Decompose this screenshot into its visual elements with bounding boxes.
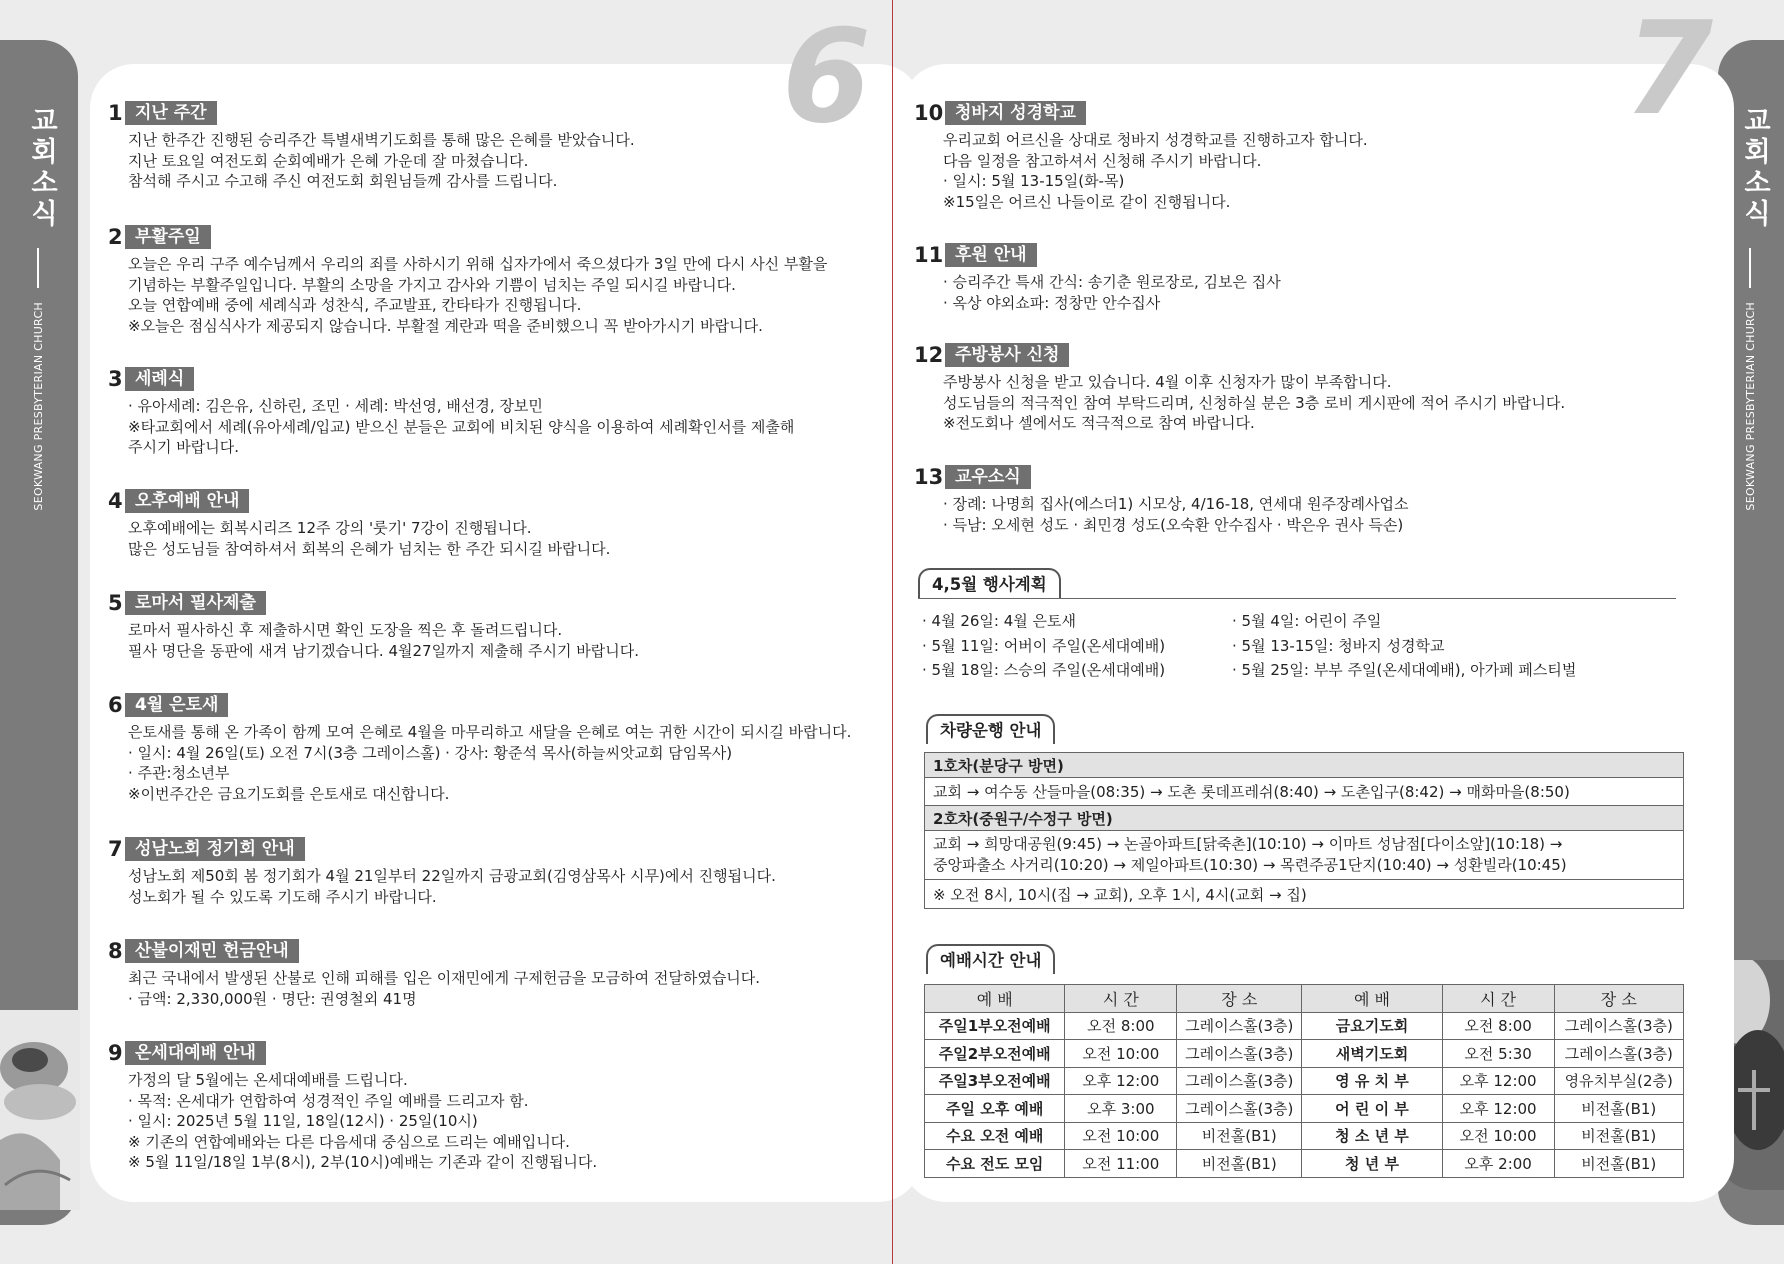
notice-body xyxy=(128,518,610,559)
worship-row xyxy=(925,1122,1684,1150)
worship-place: 그레이스홀(3층) xyxy=(1177,1095,1302,1123)
worship-service-name: 수요 오전 예배 xyxy=(925,1122,1065,1150)
notice-line: ※오늘은 점심식사가 제공되지 않습니다. 부활절 계란과 떡을 준비했으니 꼭 받아가시기 바랍니다. xyxy=(128,316,763,335)
notice-number: 11 xyxy=(914,243,944,267)
notice-title: 세례식 xyxy=(125,367,194,391)
side-tab-title: 교회소식 xyxy=(1739,106,1770,230)
notice-number: 12 xyxy=(914,343,944,367)
notice-header xyxy=(108,366,794,392)
event-item: · 5월 4일: 어린이 주일 xyxy=(1232,612,1382,630)
notice-line: · 유아세례: 김은유, 신하린, 조민 · 세례: 박선영, 배선경, 장보민 xyxy=(128,397,543,415)
worship-time: 오전 8:00 xyxy=(1442,1012,1554,1040)
notice-body xyxy=(943,130,1368,212)
events-schedule xyxy=(922,609,1576,683)
page-number-right: 7 xyxy=(1624,0,1714,144)
notice-number: 4 xyxy=(108,489,123,513)
bus-note: ※ 오전 8시, 10시(집 → 교회), 오후 1시, 4시(교회 → 집) xyxy=(925,880,1684,909)
notice-line: · 옥상 야외쇼파: 정창만 안수집사 xyxy=(943,293,1161,312)
notice-section xyxy=(914,342,1565,434)
notice-title: 부활주일 xyxy=(125,225,211,249)
notice-header xyxy=(108,1040,597,1066)
worship-col-header: 예 배 xyxy=(1302,985,1442,1013)
notice-body xyxy=(128,968,760,1009)
worship-time: 오전 10:00 xyxy=(1065,1122,1177,1150)
bus2-header: 2호차(중원구/수정구 방면) xyxy=(925,806,1684,831)
notice-number: 7 xyxy=(108,837,123,861)
event-item: · 4월 26일: 4월 은토새 xyxy=(922,612,1077,630)
notice-body xyxy=(128,396,794,458)
notice-title: 후원 안내 xyxy=(945,243,1037,267)
notice-line: · 일시: 4월 26일(토) 오전 7시(3층 그레이스홀) · 강사: 황준석 목사(하늘씨앗교회 담임목사) xyxy=(128,743,733,762)
notice-body xyxy=(128,130,635,192)
notice-title: 청바지 성경학교 xyxy=(945,101,1086,125)
notice-line: 성도님들의 적극적인 참여 부탁드리며, 신청하실 분은 3층 로비 게시판에 적어 주시기 바랍니다. xyxy=(943,393,1566,412)
notice-line: 지난 토요일 여전도회 순회예배가 은혜 가운데 잘 마쳤습니다. xyxy=(128,151,529,170)
worship-place: 영유치부실(2층) xyxy=(1554,1067,1683,1095)
notice-title: 교우소식 xyxy=(945,465,1031,489)
side-tab-title: 교회소식 xyxy=(26,106,57,230)
notice-body xyxy=(128,1070,597,1173)
notice-line: 주방봉사 신청을 받고 있습니다. 4월 이후 신청자가 많이 부족합니다. xyxy=(943,373,1392,391)
worship-place: 비전홀(B1) xyxy=(1177,1150,1302,1178)
notice-line: · 목적: 온세대가 연합하여 성경적인 주일 예배를 드리고자 함. xyxy=(128,1091,529,1110)
events-rule xyxy=(918,598,1676,599)
notice-number: 13 xyxy=(914,465,944,489)
worship-place: 그레이스홀(3층) xyxy=(1554,1012,1683,1040)
notice-line: 오후예배에는 회복시리즈 12주 강의 '룻기' 7강이 진행됩니다. xyxy=(128,519,532,537)
notice-header xyxy=(914,342,1565,368)
side-tab-divider xyxy=(37,248,39,288)
worship-place: 비전홀(B1) xyxy=(1554,1122,1683,1150)
notice-line: ※ 기존의 연합예배와는 다른 다음세대 중심으로 드리는 예배입니다. xyxy=(128,1132,570,1151)
notice-line: 참석해 주시고 수고해 주신 여전도회 회원님들께 감사를 드립니다. xyxy=(128,172,558,190)
notice-section xyxy=(108,366,794,458)
notice-title: 산불이재민 헌금안내 xyxy=(125,939,299,963)
notice-line: ※이번주간은 금요기도회를 은토새로 대신합니다. xyxy=(128,784,450,803)
notice-section xyxy=(914,464,1408,535)
notice-section xyxy=(108,836,776,907)
notice-header xyxy=(108,224,827,250)
worship-row xyxy=(925,1067,1684,1095)
worship-row xyxy=(925,1012,1684,1040)
notice-line: 은토새를 통해 온 가족이 함께 모여 은혜로 4월을 마무리하고 새달을 은혜로 여는 귀한 시간이 되시길 바랍니다. xyxy=(128,723,852,741)
notice-section xyxy=(108,938,760,1009)
notice-title: 로마서 필사제출 xyxy=(125,591,266,615)
notice-title: 지난 주간 xyxy=(125,101,217,125)
events-heading: 4,5월 행사계획 xyxy=(918,568,1061,598)
worship-service-name: 새벽기도회 xyxy=(1302,1040,1442,1068)
notice-title: 오후예배 안내 xyxy=(125,489,249,513)
notice-number: 8 xyxy=(108,939,123,963)
notice-section xyxy=(108,590,639,661)
bus1-header: 1호차(분당구 방면) xyxy=(925,753,1684,778)
notice-body xyxy=(943,272,1281,313)
notice-title: 4월 은토새 xyxy=(125,693,228,717)
worship-service-name: 금요기도회 xyxy=(1302,1012,1442,1040)
notice-body xyxy=(128,620,639,661)
worship-time: 오후 12:00 xyxy=(1442,1095,1554,1123)
notice-line: · 일시: 2025년 5월 11일, 18일(12시) · 25일(10시) xyxy=(128,1112,478,1130)
worship-col-header: 장 소 xyxy=(1554,985,1683,1013)
worship-service-name: 주일3부오전예배 xyxy=(925,1067,1065,1095)
worship-col-header: 예 배 xyxy=(925,985,1065,1013)
notice-line: 많은 성도님들 참여하셔서 회복의 은혜가 넘치는 한 주간 되시길 바랍니다. xyxy=(128,539,611,558)
bus2-route-line: 교회 → 희망대공원(9:45) → 논골아파트[닭죽촌](10:10) → 이마트 성남점[다이소앞](10:18) → xyxy=(933,835,1563,853)
worship-time: 오후 3:00 xyxy=(1065,1095,1177,1123)
notice-line: 로마서 필사하신 후 제출하시면 확인 도장을 찍은 후 돌려드립니다. xyxy=(128,621,563,639)
worship-time: 오전 11:00 xyxy=(1065,1150,1177,1178)
worship-row xyxy=(925,1040,1684,1068)
notice-title: 성남노회 정기회 안내 xyxy=(125,837,305,861)
notice-section xyxy=(914,242,1281,313)
notice-section xyxy=(914,100,1368,212)
notice-header xyxy=(914,464,1408,490)
notice-line: · 승리주간 특새 간식: 송기춘 원로장로, 김보은 집사 xyxy=(943,273,1281,291)
notice-number: 9 xyxy=(108,1041,123,1065)
notice-number: 2 xyxy=(108,225,123,249)
bus-heading: 차량운행 안내 xyxy=(926,714,1055,744)
notice-header xyxy=(914,100,1368,126)
hands-photo xyxy=(0,1010,80,1210)
worship-time: 오전 10:00 xyxy=(1442,1122,1554,1150)
bus1-route: 교회 → 여수동 산들마을(08:35) → 도촌 롯데프레쉬(8:40) → 도촌입구(8:42) → 매화마을(8:50) xyxy=(925,778,1684,806)
notice-line: · 주관:청소년부 xyxy=(128,764,230,782)
notice-line: · 장례: 나명희 집사(에스더1) 시모상, 4/16-18, 연세대 원주장례사업소 xyxy=(943,495,1409,513)
bus2-route-line: 중앙파출소 사거리(10:20) → 제일아파트(10:30) → 목련주공1단지(10:40) → 성환빌라(10:45) xyxy=(933,856,1567,874)
notice-line: 최근 국내에서 발생된 산불로 인해 피해를 입은 이재민에게 구제헌금을 모금하여 전달하였습니다. xyxy=(128,969,761,987)
notice-body xyxy=(943,372,1565,434)
worship-time: 오전 10:00 xyxy=(1065,1040,1177,1068)
notice-number: 10 xyxy=(914,101,944,125)
worship-service-name: 주일 오후 예배 xyxy=(925,1095,1065,1123)
worship-time: 오후 12:00 xyxy=(1442,1067,1554,1095)
notice-line: · 일시: 5월 13-15일(화-목) xyxy=(943,172,1125,190)
worship-service-name: 어 린 이 부 xyxy=(1302,1095,1442,1123)
bus-table xyxy=(924,752,1684,909)
notice-section xyxy=(108,1040,597,1173)
worship-service-name: 영 유 치 부 xyxy=(1302,1067,1442,1095)
notice-header xyxy=(914,242,1281,268)
worship-service-name: 주일1부오전예배 xyxy=(925,1012,1065,1040)
worship-table xyxy=(924,984,1684,1178)
notice-line: ※타교회에서 세례(유아세례/입교) 받으신 분들은 교회에 비치된 양식을 이용하여 세례확인서를 제출해 xyxy=(128,417,795,436)
worship-row xyxy=(925,1095,1684,1123)
notice-line: 가정의 달 5월에는 온세대예배를 드립니다. xyxy=(128,1071,408,1089)
notice-line: ※전도회나 셀에서도 적극적으로 참여 바랍니다. xyxy=(943,414,1255,432)
worship-time: 오전 5:30 xyxy=(1442,1040,1554,1068)
worship-time: 오후 12:00 xyxy=(1065,1067,1177,1095)
notice-line: · 득남: 오세현 성도 · 최민경 성도(오숙환 안수집사 · 박은우 권사 득손) xyxy=(943,515,1404,534)
notice-section xyxy=(108,488,610,559)
worship-time: 오후 2:00 xyxy=(1442,1150,1554,1178)
notice-line: · 금액: 2,330,000원 · 명단: 권영철외 41명 xyxy=(128,989,417,1008)
worship-place: 비전홀(B1) xyxy=(1177,1122,1302,1150)
worship-col-header: 시 간 xyxy=(1065,985,1177,1013)
notice-section xyxy=(108,100,635,192)
notice-header xyxy=(108,692,851,718)
event-item: · 5월 18일: 스승의 주일(온세대예배) xyxy=(922,661,1166,679)
notice-line: 필사 명단을 동판에 새겨 남기겠습니다. 4월27일까지 제출해 주시기 바랍니다. xyxy=(128,641,640,660)
notice-title: 주방봉사 신청 xyxy=(945,343,1069,367)
worship-place: 그레이스홀(3층) xyxy=(1177,1012,1302,1040)
event-item: · 5월 13-15일: 청바지 성경학교 xyxy=(1232,636,1445,655)
notice-line: 주시기 바랍니다. xyxy=(128,438,239,456)
worship-time: 오전 8:00 xyxy=(1065,1012,1177,1040)
notice-line: 지난 한주간 진행된 승리주간 특별새벽기도회를 통해 많은 은혜를 받았습니다. xyxy=(128,131,635,149)
center-fold-line xyxy=(892,0,893,1264)
notice-line: ※ 5월 11일/18일 1부(8시), 2부(10시)예배는 기존과 같이 진행됩니다. xyxy=(128,1153,598,1171)
worship-col-header: 시 간 xyxy=(1442,985,1554,1013)
worship-place: 그레이스홀(3층) xyxy=(1554,1040,1683,1068)
notice-number: 1 xyxy=(108,101,123,125)
notice-line: 성노회가 될 수 있도록 기도해 주시기 바랍니다. xyxy=(128,887,437,906)
notice-number: 6 xyxy=(108,693,123,717)
worship-place: 그레이스홀(3층) xyxy=(1177,1067,1302,1095)
notice-header xyxy=(108,590,639,616)
notice-section xyxy=(108,224,827,336)
side-tab-divider xyxy=(1749,248,1751,288)
worship-service-name: 수요 전도 모임 xyxy=(925,1150,1065,1178)
notice-line: 기념하는 부활주일입니다. 부활의 소망을 가지고 감사와 기쁨이 넘치는 주일 되시길 바랍니다. xyxy=(128,275,736,294)
notice-title: 온세대예배 안내 xyxy=(125,1041,266,1065)
notice-line: 성남노회 제50회 봄 정기회가 4월 21일부터 22일까지 금광교회(김영삼목사 시무)에서 진행됩니다. xyxy=(128,867,776,885)
side-tab-subtitle: SEOKWANG PRESBYTERIAN CHURCH xyxy=(32,302,45,511)
notice-body xyxy=(943,494,1408,535)
worship-place: 비전홀(B1) xyxy=(1554,1150,1683,1178)
event-row xyxy=(922,634,1576,659)
notice-line: 우리교회 어르신을 상대로 청바지 성경학교를 진행하고자 합니다. xyxy=(943,131,1368,149)
worship-col-header: 장 소 xyxy=(1177,985,1302,1013)
event-row xyxy=(922,658,1576,683)
worship-service-name: 청 년 부 xyxy=(1302,1150,1442,1178)
notice-line: ※15일은 어르신 나들이로 같이 진행됩니다. xyxy=(943,192,1231,211)
worship-heading: 예배시간 안내 xyxy=(926,944,1055,974)
notice-body xyxy=(128,866,776,907)
notice-header xyxy=(108,488,610,514)
worship-place: 그레이스홀(3층) xyxy=(1177,1040,1302,1068)
notice-body xyxy=(128,722,851,804)
notice-line: 오늘 연합예배 중에 세례식과 성찬식, 주교발표, 칸타타가 진행됩니다. xyxy=(128,296,582,314)
event-item: · 5월 11일: 어버이 주일(온세대예배) xyxy=(922,636,1166,655)
worship-row xyxy=(925,1150,1684,1178)
notice-section xyxy=(108,692,851,804)
notice-number: 5 xyxy=(108,591,123,615)
notice-body xyxy=(128,254,827,336)
notice-line: 다음 일정을 참고하셔서 신청해 주시기 바랍니다. xyxy=(943,151,1262,170)
event-item: · 5월 25일: 부부 주일(온세대예배), 아가페 페스티벌 xyxy=(1232,661,1577,679)
page-number-left: 6 xyxy=(782,3,872,152)
notice-header xyxy=(108,938,760,964)
notice-header xyxy=(108,100,635,126)
notice-header xyxy=(108,836,776,862)
worship-service-name: 청 소 년 부 xyxy=(1302,1122,1442,1150)
bus2-route xyxy=(925,831,1684,880)
event-row xyxy=(922,609,1576,634)
notice-line: 오늘은 우리 구주 예수님께서 우리의 죄를 사하시기 위해 십자가에서 죽으셨다가 3일 만에 다시 사신 부활을 xyxy=(128,255,828,273)
worship-place: 비전홀(B1) xyxy=(1554,1095,1683,1123)
side-tab-subtitle: SEOKWANG PRESBYTERIAN CHURCH xyxy=(1744,302,1757,511)
worship-service-name: 주일2부오전예배 xyxy=(925,1040,1065,1068)
notice-number: 3 xyxy=(108,367,123,391)
